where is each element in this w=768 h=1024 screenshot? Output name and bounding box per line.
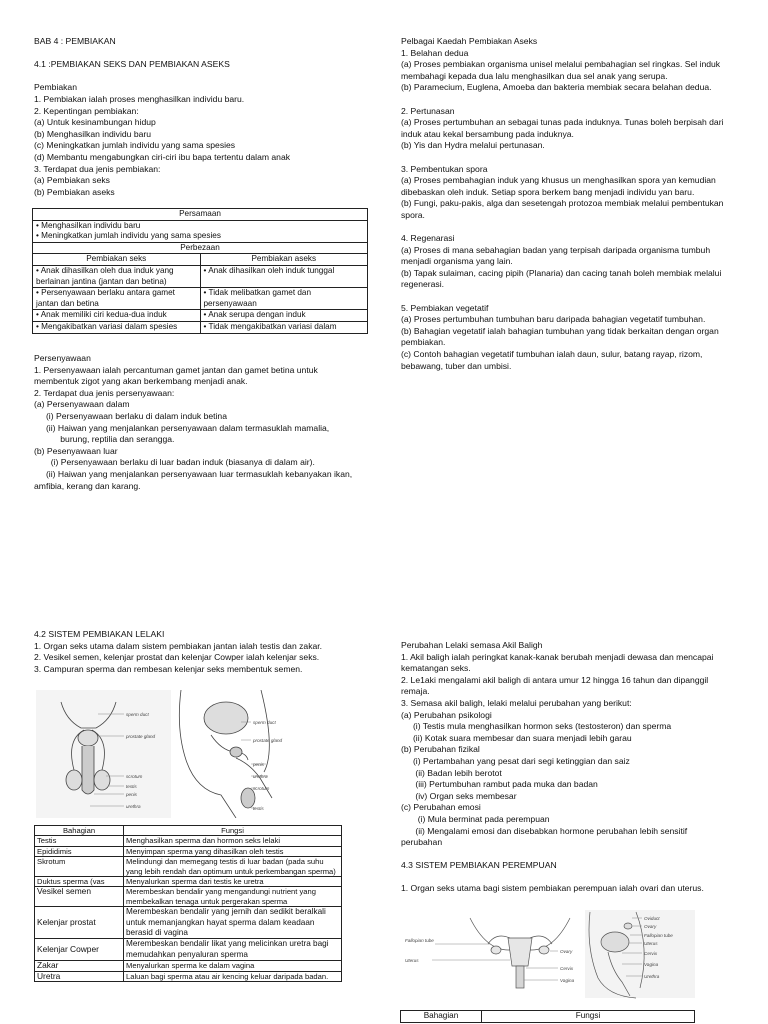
persamaan-cell: • Menghasilkan individu baru • Meningkatkan jumlah individu yang sama spesies (33, 220, 368, 242)
text-line: 2. Le1aki mengalami akil baligh di antara umur 12 hingga 16 tahun dan dipanggil (401, 674, 709, 685)
table-cell: Epididimis (35, 846, 124, 856)
label-sperm-duct: sperm duct (126, 712, 149, 717)
text-line: 2. Vesikel semen, kelenjar prostat dan kelenjar Cowper ialah kelenjar seks. (34, 652, 320, 663)
fertilisation-section (34, 353, 379, 492)
text-line: induk atau kekal bersambung pada induknya. (401, 128, 574, 139)
text-line: 1. Akil baligh ialah peringkat kanak-kanak berubah menjadi dewasa dan mencapai (401, 651, 714, 662)
text-line: membentuk zigot yang akan berkembang menjadi anak. (34, 376, 248, 387)
label-prostate-gland-side: prostate gland (253, 738, 283, 743)
text-line: (a) Proses di mana sebahagian badan yang terpisah daripada organisma tumbuh (401, 244, 711, 255)
text-line: (iv) Organ seks membesar (401, 790, 517, 801)
col-header: Bahagian (35, 826, 124, 836)
text-line: (b) Perubahan fizikal (401, 744, 480, 755)
text-line: (c) Perubahan emosi (401, 802, 481, 813)
comparison-table (32, 208, 368, 334)
text-line: 2. Pertunasan (401, 105, 455, 116)
asexual-methods-section (401, 36, 746, 372)
table-cell: • Tidak melibatkan gamet dan persenyawaan (200, 288, 368, 310)
table-cell: • Anak memiliki ciri kedua-dua induk (33, 310, 201, 322)
text-line: (i) Persenyawaan berlaku di luar badan induk (biasanya di dalam air). (34, 457, 315, 468)
text-line: 2. Kepentingan pembiakan: (34, 105, 139, 116)
label-testis: testis (126, 784, 137, 789)
puberty-section (401, 640, 746, 895)
text-line: 3. Pembentukan spora (401, 163, 488, 174)
text-line: 1. Belahan dedua (401, 47, 469, 58)
col-header: Fungsi (482, 1011, 695, 1023)
label-urethra-side: Urethra (644, 974, 660, 979)
text-line: (ii) Haiwan yang menjalankan persenyawaan dalam termasuklah mamalia, (34, 422, 330, 433)
table-cell: Merembeskan bendalir yang mengandungi nutrient yang membekalkan tenaga untuk pergerakan sperma (124, 887, 342, 907)
text-line: 1. Organ seks utama dalam sistem pembiakan jantan ialah testis dan zakar. (34, 640, 323, 651)
text-line: (b) Yis dan Hydra melalui pertunasan. (401, 140, 545, 151)
label-sperm-duct-side: sperm duct (253, 720, 276, 725)
text-line: 1. Pembiakan ialah proses menghasilkan individu baru. (34, 93, 245, 104)
text-line: 3. Terdapat dua jenis pembiakan: (34, 163, 161, 174)
table-cell: Menyalurkan sperma ke dalam vagina (124, 961, 342, 971)
table-cell: Melindungi dan memegang testis di luar badan (pada suhu yang lebih rendah dan optimum untuk perkembangan sperma) (124, 857, 342, 877)
table-cell: • Anak serupa dengan induk (200, 310, 368, 322)
text-line: (b) Bahagian vegetatif ialah bahagian tumbuhan yang tidak berkaitan dengan organ (401, 325, 719, 336)
col-header: Pembiakan aseks (200, 254, 368, 266)
male-system-section (34, 629, 379, 675)
table-cell: Kelenjar prostat (35, 907, 124, 939)
label-testis-side: testis (253, 806, 264, 811)
text-line: (i) Persenyawaan berlaku di dalam induk betina (34, 410, 227, 421)
table-cell: • Persenyawaan berlaku antara gamet jantan dan betina (33, 288, 201, 310)
label-urethra: urethra (126, 804, 141, 809)
subheading: Perubahan Lelaki semasa Akil Baligh (401, 640, 543, 650)
label-uterus-side: Uterus (644, 941, 658, 946)
text-line: regenerasi. (401, 279, 444, 290)
text-line: (ii) Mengalami emosi dan disebabkan hormone perubahan lebih sensitif (401, 825, 688, 836)
text-line: (a) Persenyawaan dalam (34, 399, 130, 410)
text-line: (b) Pembiakan aseks (34, 186, 115, 197)
text-line: perubahan (401, 837, 443, 848)
table-cell: Menyalurkan sperma dari testis ke uretra (124, 877, 342, 887)
text-line: (a) Proses pembiakan organisma unisel melalui pembahagian sel ringkas. Sel induk (401, 59, 721, 70)
table-cell: Laluan bagi sperma atau air kencing keluar daripada badan. (124, 971, 342, 981)
label-oviduct: Oviduct (644, 916, 660, 921)
label-vagina: Vagina (560, 978, 575, 983)
text-line: (a) Perubahan psikologi (401, 709, 492, 720)
label-prostate-gland: prostate gland (126, 734, 156, 739)
subheading: Pembiakan (34, 82, 77, 93)
label-ovary-side: Ovary (644, 924, 657, 929)
text-line: (i) Pertambahan yang pesat dari segi ketinggian dan saiz (401, 755, 630, 766)
text-line: membahagi kepada dua lalu menghasilkan dua sel anak yang serupa. (401, 70, 668, 81)
text-line: (c) Contoh bahagian vegetatif tumbuhan ialah daun, sulur, batang rayap, rizom, (401, 349, 703, 360)
text-line: remaja. (401, 686, 430, 697)
label-scrotum-side: scrotum (253, 786, 270, 791)
text-line: (i) Testis mula menghasilkan hormon seks (testosteron) dan sperma (401, 721, 672, 732)
col-header: Bahagian (401, 1011, 482, 1023)
text-line: (ii) Haiwan yang menjalankan persenyawaan luar termasuklah kebanyakan ikan, (34, 468, 353, 479)
subheading: Persenyawaan (34, 353, 91, 363)
female-front-illustration (470, 918, 570, 988)
text-line: (d) Membantu mengabungkan ciri-ciri ibu bapa tertentu dalam anak (34, 151, 291, 162)
text-line: (b) Paramecium, Euglena, Amoeba dan bakteria membiak secara belahan dedua. (401, 82, 712, 93)
table-cell: Skrotum (35, 857, 124, 877)
table-cell: Vesikel semen (35, 887, 124, 907)
section-heading: 4.2 SISTEM PEMBIAKAN LELAKI (34, 629, 165, 639)
female-organ-table (400, 1010, 695, 1023)
text-line: 1. Persenyawaan ialah percantuman gamet jantan dan gamet betina untuk (34, 364, 318, 375)
text-line: 4. Regenarasi (401, 233, 455, 244)
text-line: (ii) Kotak suara membesar dan suara menjadi lebih garau (401, 732, 632, 743)
male-organ-table (34, 825, 342, 982)
text-line: pembiakan. (401, 337, 446, 348)
col-header: Pembiakan seks (33, 254, 201, 266)
label-ovary: Ovary (560, 949, 573, 954)
text-line: (a) Proses pembahagian induk yang khusus un menghasilkan spora yan kemudian (401, 175, 716, 186)
text-line: 5. Pembiakan vegetatif (401, 302, 489, 313)
text-line: (a) Pembiakan seks (34, 175, 110, 186)
text-line: spora. (401, 209, 425, 220)
chapter-title: BAB 4 : PEMBIAKAN (34, 36, 116, 46)
male-side-illustration (179, 690, 272, 818)
table-cell: Menyimpan sperma yang dihasilkan oleh testis (124, 846, 342, 856)
text-line: (a) Untuk kesinambungan hidup (34, 117, 156, 128)
left-top-section (34, 36, 374, 198)
section-heading: 4.1 :PEMBIAKAN SEKS DAN PEMBIAKAN ASEKS (34, 59, 230, 70)
text-line: (c) Meningkatkan jumlah individu yang sama spesies (34, 140, 236, 151)
text-line: kematangan seks. (401, 663, 471, 674)
section-heading: 4.3 SISTEM PEMBIAKAN PEREMPUAN (401, 860, 557, 871)
table-cell: Duktus sperma (vas (35, 877, 124, 887)
text-line: 3. Campuran sperma dan rembesan kelenjar seks membentuk semen. (34, 663, 303, 674)
table-cell: Merembeskan bendalir likat yang melicinkan uretra bagi memudahkan penyaluran sperma (124, 939, 342, 961)
label-fallopian-tube: Fallopian tube (405, 938, 434, 943)
table-cell: • Anak dihasilkan oleh dua induk yang berlainan jantina (jantan dan betina) (33, 265, 201, 287)
col-header: Fungsi (124, 826, 342, 836)
label-vagina-side: Vagina (644, 962, 659, 967)
text-line: amfibia, kerang dan karang. (34, 480, 141, 491)
table-cell: • Mengakibatkan variasi dalam spesies (33, 321, 201, 333)
label-penis-side: penis (253, 762, 264, 767)
label-scrotum: scrotum (126, 774, 143, 779)
label-penis: penis (126, 792, 137, 797)
table-cell: Merembeskan bendalir yang jernih dan sedikit beralkali untuk memanjangkan hayat sperma dalam keadaan berasid di vagina (124, 907, 342, 939)
text-line: 1. Organ seks utama bagi sistem pembiakan perempuan ialah ovari dan uterus. (401, 883, 704, 894)
text-line: (i) Mula berminat pada perempuan (401, 813, 550, 824)
table-cell: Uretra (35, 971, 124, 981)
label-cervix-side: Cervix (644, 951, 658, 956)
text-line: burung, reptilia dan serangga. (34, 434, 175, 445)
table-cell: • Tidak mengakibatkan variasi dalam (200, 321, 368, 333)
male-reproductive-diagram (36, 690, 346, 818)
text-line: (b) Tapak sulaiman, cacing pipih (Planaria) dan cacing tanah boleh membiak melalui (401, 267, 722, 278)
table-cell: • Anak dihasilkan oleh induk tunggal (200, 265, 368, 287)
text-line: (a) Proses pertumbuhan an sebagai tunas pada induknya. Tunas boleh berpisah dari (401, 117, 724, 128)
text-line: 3. Semasa akil baligh, lelaki melalui perubahan yang berikut: (401, 697, 632, 708)
diagram-front-bg (36, 690, 171, 818)
text-line: (b) Pesenyawaan luar (34, 445, 118, 456)
text-line: (a) Proses pertumbuhan tumbuhan baru daripada bahagian vegetatif tumbuhan. (401, 314, 706, 325)
text-line: 2. Terdapat dua jenis persenyawaan: (34, 387, 175, 398)
text-line: (iii) Pertumbuhan rambut pada muka dan badan (401, 779, 598, 790)
table-cell: Menghasilkan sperma dan hormon seks lelaki (124, 836, 342, 846)
table-cell: Testis (35, 836, 124, 846)
table-cell: Kelenjar Cowper (35, 939, 124, 961)
label-fallopian-tube-side: Fallopian tube (644, 933, 673, 938)
perbezaan-header: Perbezaan (33, 242, 368, 254)
text-line: (b) Fungi, paku-pakis, alga dan sesetengah protozoa membiak melalui pembentukan (401, 198, 724, 209)
label-uterus: Uterus (405, 958, 419, 963)
table-cell: Zakar (35, 961, 124, 971)
text-line: (ii) Badan lebih berotot (401, 767, 502, 778)
label-urethra-side: urethra (253, 774, 268, 779)
label-cervix: Cervix (560, 966, 574, 971)
female-reproductive-diagram (400, 908, 700, 1000)
text-line: (b) Menghasilkan individu baru (34, 128, 152, 139)
subheading: Pelbagai Kaedah Pembiakan Aseks (401, 36, 538, 46)
text-line: dibebaskan oleh induk. Setiap spora berkem bang menjadi individu yan baru. (401, 186, 695, 197)
text-line: menjadi organisma yang lain. (401, 256, 513, 267)
persamaan-header: Persamaan (33, 209, 368, 221)
text-line: bebawang, tuber dan umbisi. (401, 360, 512, 371)
